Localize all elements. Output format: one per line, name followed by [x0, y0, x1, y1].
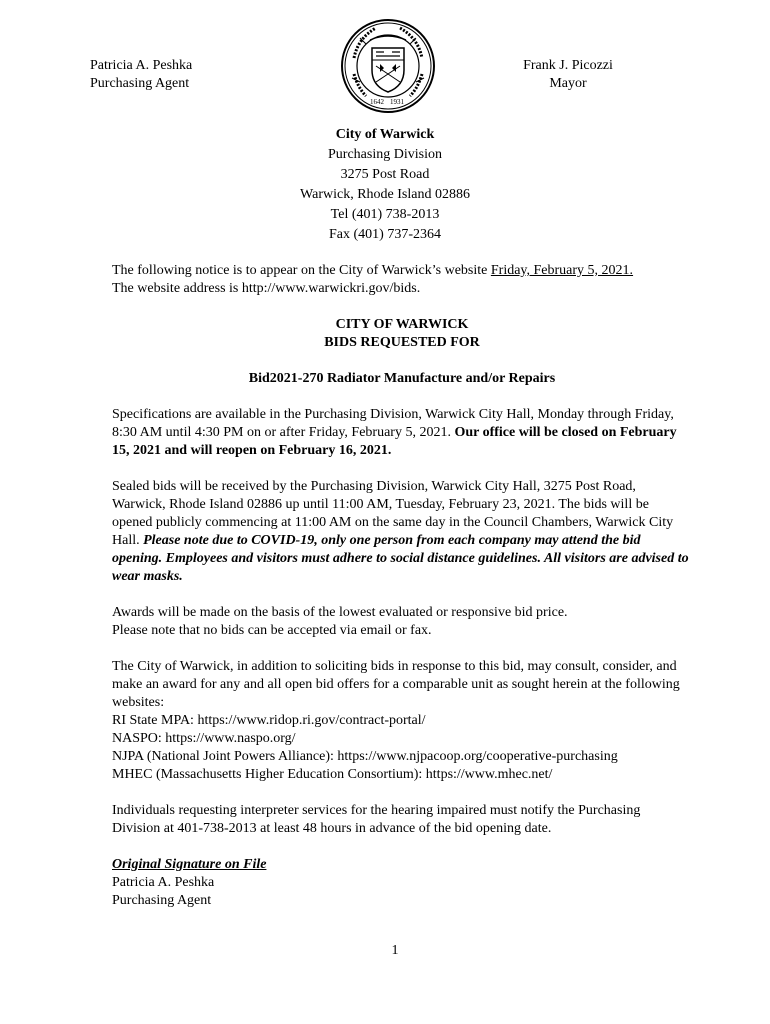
mayor-title: Mayor: [549, 76, 587, 91]
notice-intro-text: The following notice is to appear on the City of Warwick’s website: [112, 263, 491, 278]
page-number: 1: [391, 943, 399, 958]
interpreter-paragraph: Individuals requesting interpreter services for the hearing impaired must notify the Purchasing Division at 401-738-2013 at least 48 hours in advance of the bid opening date.: [112, 803, 641, 836]
city-address: Warwick, Rhode Island 02886: [300, 187, 470, 202]
no-email-line: Please note that no bids can be accepted via email or fax.: [112, 623, 432, 638]
notice-date: Friday, February 5, 2021.: [490, 263, 634, 278]
notice-body: [112, 262, 692, 910]
sealed-bids-paragraph: [112, 478, 692, 586]
office-closed-notice: Our office will be closed on February 15, 2021 and will reopen on February 16, 2021.: [112, 425, 677, 458]
covid-notice: Please note due to COVID-19, only one person from each company may attend the bid opening. Employees and visitors must adhere to social distance guidelines. All visitors are advised to wear masks.: [112, 533, 689, 584]
bid-title: Bid2021-270 Radiator Manufacture and/or Repairs: [248, 371, 556, 386]
website-naspo: NASPO: https://www.naspo.org/: [112, 731, 296, 746]
website-ri-mpa: RI State MPA: https://www.ridop.ri.gov/contract-portal/: [112, 713, 426, 728]
signature-title: Purchasing Agent: [112, 893, 212, 908]
fax: Fax (401) 737-2364: [329, 227, 441, 242]
header-left: [90, 57, 192, 93]
purchasing-agent-name: Patricia A. Peshka: [90, 58, 193, 73]
seal-year-left: 1642: [370, 98, 384, 106]
website-mhec: MHEC (Massachusetts Higher Education Consortium): https://www.mhec.net/: [112, 767, 553, 782]
notice-intro: [112, 262, 692, 280]
website-njpa: NJPA (National Joint Powers Alliance): https://www.njpacoop.org/cooperative-purchasing: [112, 749, 618, 764]
awards-line: Awards will be made on the basis of the lowest evaluated or responsive bid price.: [112, 605, 568, 620]
heading-city: CITY OF WARWICK: [335, 317, 469, 332]
seal-year-right: 1931: [390, 98, 404, 106]
specs-paragraph: [112, 406, 692, 460]
telephone: Tel (401) 738-2013: [330, 207, 440, 222]
city-seal-icon: [340, 18, 436, 114]
purchasing-agent-title: Purchasing Agent: [90, 76, 190, 91]
street-address: 3275 Post Road: [340, 167, 430, 182]
signature-label: Original Signature on File: [112, 857, 267, 872]
header-right: [468, 57, 668, 93]
consult-paragraph: The City of Warwick, in addition to soliciting bids in response to this bid, may consult, consider, and make an award for any and all open bid offers for a comparable unit as sought herein at the following websites:: [112, 659, 680, 710]
division-name: Purchasing Division: [328, 147, 442, 162]
heading-bids: BIDS REQUESTED FOR: [324, 335, 480, 350]
mayor-name: Frank J. Picozzi: [523, 58, 613, 73]
signature-name: Patricia A. Peshka: [112, 875, 215, 890]
sealed-bids-text: Sealed bids will be received by the Purchasing Division, Warwick City Hall, 3275 Post Road, Warwick, Rhode Island 02886 up until 11:00 AM, Tuesday, February 23, 2021. The bids will be opened publicly commencing at 11:00 AM on the same day in the Council Chambers, Warwick City Hall.: [112, 479, 674, 548]
address-block: [0, 126, 770, 244]
specs-text: Specifications are available in the Purchasing Division, Warwick City Hall, Monday through Friday, 8:30 AM until 4:30 PM on or after Friday, February 5, 2021.: [112, 407, 674, 440]
org-name: City of Warwick: [335, 127, 435, 142]
website-address: The website address is http://www.warwickri.gov/bids.: [112, 281, 421, 296]
